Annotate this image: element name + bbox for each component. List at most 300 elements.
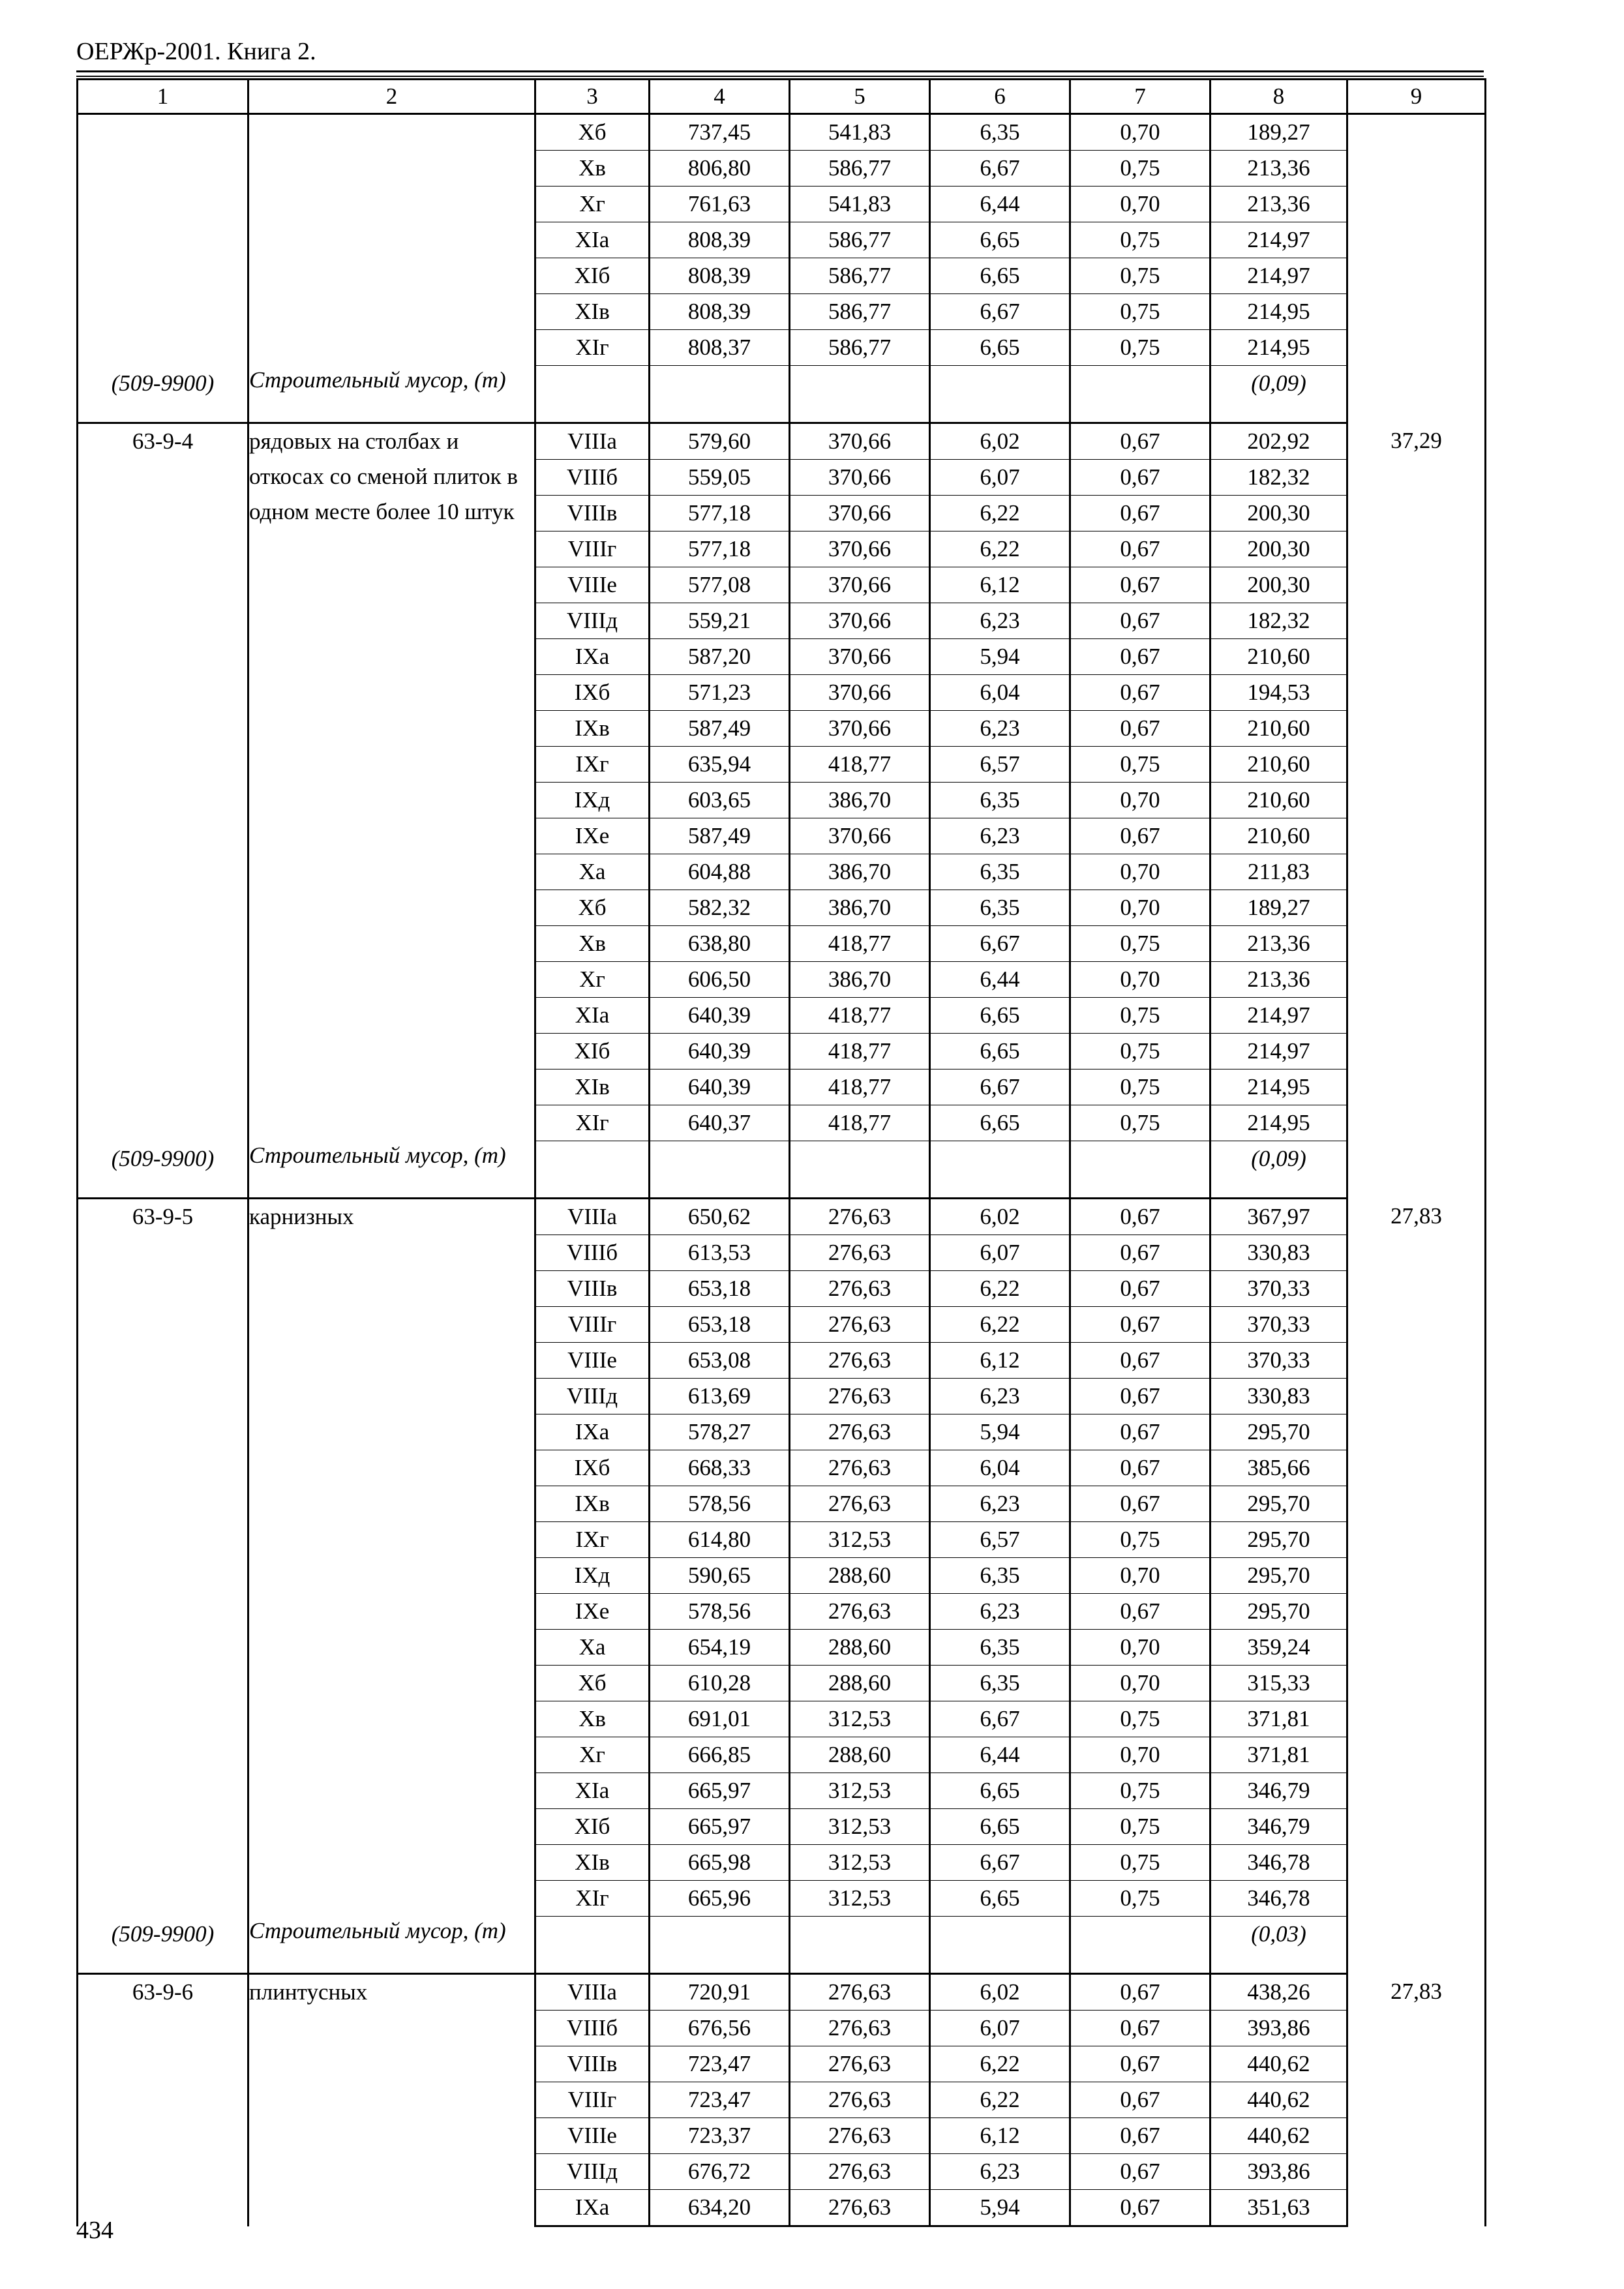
value-cell: 0,67 — [1070, 2046, 1210, 2082]
value-cell: 0,67 — [1070, 460, 1210, 496]
value-cell: 386,70 — [790, 962, 930, 998]
value-cell: 0,67 — [1070, 2082, 1210, 2118]
value-cell: 654,19 — [650, 1630, 790, 1666]
zone-cell: XIг — [535, 330, 650, 366]
value-cell: 182,32 — [1210, 460, 1347, 496]
value-cell: 367,97 — [1210, 1199, 1347, 1235]
value-cell: 276,63 — [790, 1450, 930, 1486]
value-cell: 0,67 — [1070, 639, 1210, 675]
value-cell: 276,63 — [790, 1414, 930, 1450]
table-row — [78, 423, 1486, 460]
value-cell: 808,37 — [650, 330, 790, 366]
zone-cell: VIIIв — [535, 1271, 650, 1307]
rate-description — [248, 114, 535, 366]
value-cell: 6,02 — [930, 1199, 1070, 1235]
value-cell: 6,67 — [930, 151, 1070, 187]
value-cell: 571,23 — [650, 675, 790, 711]
value-cell: 638,80 — [650, 926, 790, 962]
value-cell: 640,39 — [650, 1034, 790, 1070]
column-number: 8 — [1210, 80, 1347, 114]
empty-cell — [650, 1917, 790, 1974]
zone-cell: VIIIд — [535, 2154, 650, 2190]
value-cell: 418,77 — [790, 1070, 930, 1105]
value-cell: 6,22 — [930, 2046, 1070, 2082]
value-cell: 312,53 — [790, 1881, 930, 1917]
zone-cell: IXд — [535, 783, 650, 818]
value-cell: 440,62 — [1210, 2118, 1347, 2154]
value-cell: 614,80 — [650, 1522, 790, 1558]
zone-cell: VIIIа — [535, 1199, 650, 1235]
value-cell: 386,70 — [790, 783, 930, 818]
debris-label: Строительный мусор, (т) — [248, 1141, 535, 1199]
value-cell: 370,33 — [1210, 1271, 1347, 1307]
value-cell: 808,39 — [650, 258, 790, 294]
value-cell: 720,91 — [650, 1974, 790, 2011]
zone-cell: VIIIв — [535, 2046, 650, 2082]
value-cell: 0,70 — [1070, 1666, 1210, 1701]
value-cell: 6,67 — [930, 926, 1070, 962]
value-cell: 295,70 — [1210, 1594, 1347, 1630]
value-cell: 0,67 — [1070, 2118, 1210, 2154]
zone-cell: Ха — [535, 1630, 650, 1666]
value-cell: 0,67 — [1070, 2190, 1210, 2226]
zone-cell: IXа — [535, 639, 650, 675]
zone-cell: Хв — [535, 151, 650, 187]
value-cell: 276,63 — [790, 2190, 930, 2226]
value-cell: 6,22 — [930, 1271, 1070, 1307]
value-cell: 346,79 — [1210, 1809, 1347, 1845]
page-number: 434 — [76, 2217, 113, 2244]
value-cell: 577,18 — [650, 531, 790, 567]
value-cell: 370,66 — [790, 460, 930, 496]
value-cell: 213,36 — [1210, 151, 1347, 187]
value-cell: 0,67 — [1070, 1450, 1210, 1486]
value-cell: 370,66 — [790, 423, 930, 460]
value-cell: 0,75 — [1070, 747, 1210, 783]
value-cell: 604,88 — [650, 854, 790, 890]
empty-cell — [535, 1141, 650, 1199]
zone-cell: Ха — [535, 854, 650, 890]
zone-cell: VIIIб — [535, 460, 650, 496]
zone-cell: IXв — [535, 711, 650, 747]
value-cell: 295,70 — [1210, 1558, 1347, 1594]
value-cell: 6,35 — [930, 854, 1070, 890]
value-cell: 668,33 — [650, 1450, 790, 1486]
zone-cell: IXа — [535, 2190, 650, 2226]
value-cell: 276,63 — [790, 2011, 930, 2046]
value-cell: 288,60 — [790, 1630, 930, 1666]
value-cell: 806,80 — [650, 151, 790, 187]
value-cell: 578,27 — [650, 1414, 790, 1450]
zone-cell: IXд — [535, 1558, 650, 1594]
value-cell: 418,77 — [790, 1034, 930, 1070]
column-number: 6 — [930, 80, 1070, 114]
value-cell: 653,08 — [650, 1343, 790, 1379]
header-rule-thin — [76, 76, 1484, 77]
value-cell: 0,70 — [1070, 854, 1210, 890]
value-cell: 351,63 — [1210, 2190, 1347, 2226]
zone-cell: VIIIд — [535, 1379, 650, 1414]
value-cell: 0,67 — [1070, 603, 1210, 639]
value-cell: 6,35 — [930, 114, 1070, 151]
value-cell: 0,70 — [1070, 1737, 1210, 1773]
value-cell: 808,39 — [650, 294, 790, 330]
table-row — [78, 1199, 1486, 1235]
value-cell: 0,70 — [1070, 783, 1210, 818]
zone-cell: VIIIб — [535, 1235, 650, 1271]
value-cell: 665,98 — [650, 1845, 790, 1881]
debris-label: Строительный мусор, (т) — [248, 1917, 535, 1974]
value-cell: 0,75 — [1070, 1881, 1210, 1917]
value-cell: 370,66 — [790, 531, 930, 567]
value-cell: 6,65 — [930, 1809, 1070, 1845]
value-cell: 418,77 — [790, 998, 930, 1034]
value-cell: 0,67 — [1070, 423, 1210, 460]
zone-cell: Хг — [535, 187, 650, 222]
value-cell: 0,75 — [1070, 1845, 1210, 1881]
rates-table — [76, 78, 1486, 2227]
value-cell: 371,81 — [1210, 1737, 1347, 1773]
debris-code: (509-9900) — [78, 366, 248, 423]
empty-cell — [1070, 1917, 1210, 1974]
column-number: 5 — [790, 80, 930, 114]
zone-cell: VIIIг — [535, 1307, 650, 1343]
value-cell: 0,75 — [1070, 1809, 1210, 1845]
column-number: 7 — [1070, 80, 1210, 114]
empty-cell — [535, 366, 650, 423]
zone-cell: Хб — [535, 114, 650, 151]
rate-code: 63-9-4 — [78, 423, 248, 1141]
rate-description: плинтусных — [248, 1974, 535, 2226]
value-cell: 676,72 — [650, 2154, 790, 2190]
zone-cell: XIб — [535, 1034, 650, 1070]
value-cell: 0,67 — [1070, 1343, 1210, 1379]
debris-row — [78, 1917, 1486, 1974]
value-cell: 189,27 — [1210, 890, 1347, 926]
value-cell: 214,95 — [1210, 1105, 1347, 1141]
value-cell: 214,97 — [1210, 998, 1347, 1034]
column-9-value — [1347, 114, 1486, 423]
value-cell: 6,67 — [930, 294, 1070, 330]
value-cell: 6,22 — [930, 2082, 1070, 2118]
value-cell: 0,67 — [1070, 711, 1210, 747]
value-cell: 6,02 — [930, 423, 1070, 460]
column-number: 1 — [78, 80, 248, 114]
value-cell: 6,07 — [930, 2011, 1070, 2046]
value-cell: 276,63 — [790, 1974, 930, 2011]
debris-value: (0,09) — [1210, 1141, 1347, 1199]
rate-description: рядовых на столбах и откосах со сменой плиток в одном месте более 10 штук — [248, 423, 535, 1141]
value-cell: 613,69 — [650, 1379, 790, 1414]
value-cell: 0,70 — [1070, 114, 1210, 151]
value-cell: 202,92 — [1210, 423, 1347, 460]
value-cell: 214,95 — [1210, 1070, 1347, 1105]
value-cell: 6,65 — [930, 1034, 1070, 1070]
empty-cell — [1070, 366, 1210, 423]
value-cell: 276,63 — [790, 2154, 930, 2190]
value-cell: 6,23 — [930, 711, 1070, 747]
value-cell: 691,01 — [650, 1701, 790, 1737]
value-cell: 0,67 — [1070, 2011, 1210, 2046]
zone-cell: VIIIе — [535, 1343, 650, 1379]
value-cell: 438,26 — [1210, 1974, 1347, 2011]
value-cell: 582,32 — [650, 890, 790, 926]
value-cell: 0,70 — [1070, 890, 1210, 926]
empty-cell — [790, 1917, 930, 1974]
value-cell: 579,60 — [650, 423, 790, 460]
value-cell: 676,56 — [650, 2011, 790, 2046]
value-cell: 5,94 — [930, 1414, 1070, 1450]
empty-cell — [1070, 1141, 1210, 1199]
value-cell: 0,67 — [1070, 1271, 1210, 1307]
value-cell: 213,36 — [1210, 926, 1347, 962]
value-cell: 312,53 — [790, 1773, 930, 1809]
value-cell: 5,94 — [930, 639, 1070, 675]
value-cell: 6,04 — [930, 675, 1070, 711]
zone-cell: XIв — [535, 1845, 650, 1881]
value-cell: 6,67 — [930, 1070, 1070, 1105]
value-cell: 200,30 — [1210, 496, 1347, 531]
value-cell: 370,66 — [790, 496, 930, 531]
value-cell: 723,47 — [650, 2046, 790, 2082]
zone-cell: Хв — [535, 1701, 650, 1737]
value-cell: 370,66 — [790, 711, 930, 747]
value-cell: 312,53 — [790, 1522, 930, 1558]
value-cell: 6,35 — [930, 890, 1070, 926]
value-cell: 288,60 — [790, 1558, 930, 1594]
value-cell: 0,75 — [1070, 222, 1210, 258]
value-cell: 386,70 — [790, 890, 930, 926]
value-cell: 386,70 — [790, 854, 930, 890]
value-cell: 665,96 — [650, 1881, 790, 1917]
value-cell: 393,86 — [1210, 2154, 1347, 2190]
value-cell: 6,07 — [930, 460, 1070, 496]
value-cell: 370,66 — [790, 603, 930, 639]
value-cell: 346,79 — [1210, 1773, 1347, 1809]
value-cell: 6,57 — [930, 1522, 1070, 1558]
value-cell: 613,53 — [650, 1235, 790, 1271]
column-number: 4 — [650, 80, 790, 114]
zone-cell: IXв — [535, 1486, 650, 1522]
value-cell: 6,67 — [930, 1845, 1070, 1881]
value-cell: 723,37 — [650, 2118, 790, 2154]
value-cell: 6,65 — [930, 258, 1070, 294]
value-cell: 586,77 — [790, 258, 930, 294]
value-cell: 210,60 — [1210, 818, 1347, 854]
value-cell: 0,75 — [1070, 1701, 1210, 1737]
zone-cell: VIIIа — [535, 1974, 650, 2011]
column-number: 2 — [248, 80, 535, 114]
value-cell: 211,83 — [1210, 854, 1347, 890]
value-cell: 6,07 — [930, 1235, 1070, 1271]
value-cell: 6,35 — [930, 1630, 1070, 1666]
value-cell: 6,35 — [930, 783, 1070, 818]
value-cell: 634,20 — [650, 2190, 790, 2226]
value-cell: 371,81 — [1210, 1701, 1347, 1737]
value-cell: 418,77 — [790, 747, 930, 783]
value-cell: 6,67 — [930, 1701, 1070, 1737]
value-cell: 6,12 — [930, 567, 1070, 603]
value-cell: 590,65 — [650, 1558, 790, 1594]
value-cell: 346,78 — [1210, 1881, 1347, 1917]
value-cell: 370,66 — [790, 639, 930, 675]
zone-cell: XIг — [535, 1881, 650, 1917]
rate-code: 63-9-5 — [78, 1199, 248, 1917]
value-cell: 577,08 — [650, 567, 790, 603]
value-cell: 276,63 — [790, 1486, 930, 1522]
value-cell: 0,67 — [1070, 1594, 1210, 1630]
value-cell: 210,60 — [1210, 711, 1347, 747]
value-cell: 346,78 — [1210, 1845, 1347, 1881]
value-cell: 6,65 — [930, 1105, 1070, 1141]
zone-cell: IXе — [535, 1594, 650, 1630]
value-cell: 295,70 — [1210, 1414, 1347, 1450]
value-cell: 0,67 — [1070, 1235, 1210, 1271]
value-cell: 6,23 — [930, 1594, 1070, 1630]
value-cell: 0,67 — [1070, 675, 1210, 711]
value-cell: 578,56 — [650, 1594, 790, 1630]
zone-cell: VIIIа — [535, 423, 650, 460]
rate-code — [78, 114, 248, 366]
zone-cell: VIIIг — [535, 2082, 650, 2118]
empty-cell — [650, 366, 790, 423]
value-cell: 315,33 — [1210, 1666, 1347, 1701]
value-cell: 370,66 — [790, 567, 930, 603]
value-cell: 586,77 — [790, 294, 930, 330]
value-cell: 587,20 — [650, 639, 790, 675]
value-cell: 559,05 — [650, 460, 790, 496]
value-cell: 0,70 — [1070, 187, 1210, 222]
value-cell: 276,63 — [790, 2046, 930, 2082]
value-cell: 295,70 — [1210, 1522, 1347, 1558]
value-cell: 210,60 — [1210, 639, 1347, 675]
debris-row — [78, 1141, 1486, 1199]
value-cell: 0,75 — [1070, 1070, 1210, 1105]
value-cell: 276,63 — [790, 1271, 930, 1307]
value-cell: 295,70 — [1210, 1486, 1347, 1522]
value-cell: 6,65 — [930, 1881, 1070, 1917]
zone-cell: XIв — [535, 1070, 650, 1105]
value-cell: 0,67 — [1070, 531, 1210, 567]
value-cell: 6,65 — [930, 222, 1070, 258]
zone-cell: VIIIд — [535, 603, 650, 639]
value-cell: 0,75 — [1070, 1034, 1210, 1070]
value-cell: 194,53 — [1210, 675, 1347, 711]
value-cell: 587,49 — [650, 711, 790, 747]
value-cell: 6,44 — [930, 1737, 1070, 1773]
debris-value: (0,03) — [1210, 1917, 1347, 1974]
value-cell: 586,77 — [790, 222, 930, 258]
value-cell: 214,97 — [1210, 222, 1347, 258]
zone-cell: VIIIе — [535, 567, 650, 603]
column-9-value: 27,83 — [1347, 1199, 1486, 1974]
value-cell: 440,62 — [1210, 2046, 1347, 2082]
debris-code: (509-9900) — [78, 1917, 248, 1974]
zone-cell: XIа — [535, 1773, 650, 1809]
value-cell: 0,75 — [1070, 330, 1210, 366]
value-cell: 6,22 — [930, 531, 1070, 567]
value-cell: 189,27 — [1210, 114, 1347, 151]
zone-cell: XIв — [535, 294, 650, 330]
value-cell: 330,83 — [1210, 1235, 1347, 1271]
value-cell: 6,23 — [930, 2154, 1070, 2190]
value-cell: 665,97 — [650, 1773, 790, 1809]
value-cell: 370,66 — [790, 818, 930, 854]
column-number: 3 — [535, 80, 650, 114]
empty-cell — [930, 1917, 1070, 1974]
value-cell: 653,18 — [650, 1271, 790, 1307]
value-cell: 6,65 — [930, 1773, 1070, 1809]
column-9-value: 37,29 — [1347, 423, 1486, 1199]
value-cell: 440,62 — [1210, 2082, 1347, 2118]
value-cell: 0,67 — [1070, 2154, 1210, 2190]
value-cell: 0,67 — [1070, 1486, 1210, 1522]
value-cell: 606,50 — [650, 962, 790, 998]
value-cell: 0,67 — [1070, 1974, 1210, 2011]
rate-description: карнизных — [248, 1199, 535, 1917]
value-cell: 0,75 — [1070, 926, 1210, 962]
value-cell: 761,63 — [650, 187, 790, 222]
value-cell: 6,35 — [930, 1558, 1070, 1594]
value-cell: 276,63 — [790, 2118, 930, 2154]
table-row — [78, 114, 1486, 151]
value-cell: 666,85 — [650, 1737, 790, 1773]
value-cell: 276,63 — [790, 1235, 930, 1271]
value-cell: 0,75 — [1070, 151, 1210, 187]
value-cell: 214,97 — [1210, 258, 1347, 294]
value-cell: 276,63 — [790, 1343, 930, 1379]
value-cell: 0,67 — [1070, 496, 1210, 531]
value-cell: 0,70 — [1070, 1558, 1210, 1594]
value-cell: 288,60 — [790, 1666, 930, 1701]
value-cell: 312,53 — [790, 1809, 930, 1845]
value-cell: 385,66 — [1210, 1450, 1347, 1486]
zone-cell: IXг — [535, 747, 650, 783]
value-cell: 610,28 — [650, 1666, 790, 1701]
value-cell: 312,53 — [790, 1701, 930, 1737]
empty-cell — [535, 1917, 650, 1974]
value-cell: 635,94 — [650, 747, 790, 783]
value-cell: 0,67 — [1070, 1199, 1210, 1235]
value-cell: 541,83 — [790, 187, 930, 222]
empty-cell — [930, 366, 1070, 423]
zone-cell: IXг — [535, 1522, 650, 1558]
value-cell: 0,67 — [1070, 567, 1210, 603]
value-cell: 603,65 — [650, 783, 790, 818]
value-cell: 586,77 — [790, 330, 930, 366]
zone-cell: VIIIб — [535, 2011, 650, 2046]
value-cell: 418,77 — [790, 926, 930, 962]
zone-cell: IXб — [535, 1450, 650, 1486]
zone-cell: XIб — [535, 258, 650, 294]
value-cell: 200,30 — [1210, 567, 1347, 603]
value-cell: 0,75 — [1070, 1773, 1210, 1809]
value-cell: 276,63 — [790, 1594, 930, 1630]
value-cell: 6,23 — [930, 818, 1070, 854]
value-cell: 665,97 — [650, 1809, 790, 1845]
empty-cell — [790, 1141, 930, 1199]
value-cell: 586,77 — [790, 151, 930, 187]
value-cell: 6,23 — [930, 1486, 1070, 1522]
value-cell: 0,67 — [1070, 818, 1210, 854]
value-cell: 808,39 — [650, 222, 790, 258]
value-cell: 370,33 — [1210, 1343, 1347, 1379]
value-cell: 6,65 — [930, 330, 1070, 366]
zone-cell: IXа — [535, 1414, 650, 1450]
value-cell: 0,67 — [1070, 1379, 1210, 1414]
value-cell: 276,63 — [790, 2082, 930, 2118]
value-cell: 288,60 — [790, 1737, 930, 1773]
